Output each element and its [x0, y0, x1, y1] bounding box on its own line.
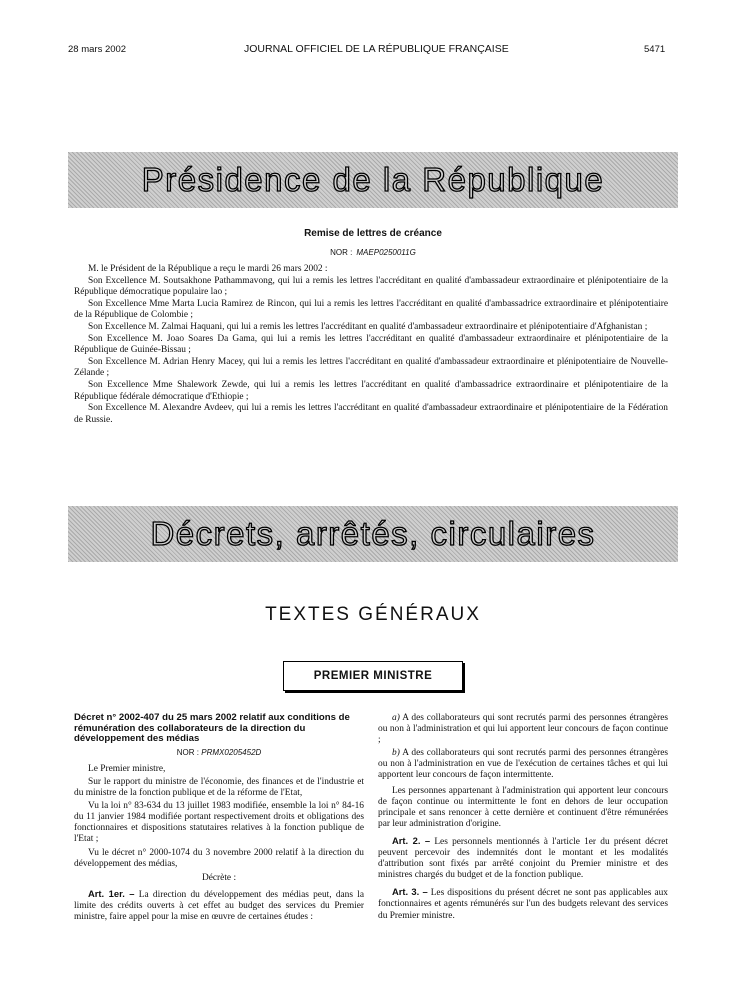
item-label: a)	[392, 713, 400, 723]
item-label: b)	[392, 748, 400, 759]
decree-article-2	[378, 835, 668, 881]
item-text: A des collaborateurs qui sont recrutés parmi des personnes étrangères ou non à l'administration et qui lui apportent leur concours de façon continue ;	[378, 713, 668, 746]
decree-opening: Le Premier ministre,	[88, 763, 166, 774]
nor-label: NOR :	[330, 248, 353, 257]
article-label: Art. 3. –	[392, 886, 428, 898]
header-date: 28 mars 2002	[68, 44, 127, 55]
decree-left-column	[74, 713, 364, 925]
list-item: Son Excellence M. Soutsakhone Pathammavong, qui lui a remis les lettres l'accréditant en qualité d'ambassadeur extraordinaire et plénipotentiaire de la République démocratique populaire lao ;	[74, 275, 668, 298]
decree-paragraph: Les personnes appartenant à l'administration qui apportent leur concours de façon continue ou intermittente le font en dehors de leur occupation principale et sans renoncer à cette dernière et continuent d'être rémunérées par leur administration d'origine.	[378, 785, 668, 829]
banner-presidence-text: Présidence de la République	[141, 161, 605, 198]
article-text: Les personnels mentionnés à l'article 1er du présent décret peuvent percevoir des indemnités dont le montant et les modalités d'attribution sont fixés par arrêté conjoint du Premier ministre et des ministres chargés du budget et de la fonction publique.	[378, 836, 669, 881]
article-text: La direction du développement des médias peut, dans la limite des crédits ouverts à cet effet au budget des services du Premier ministre, faire appel pour la mise en œuvre de certaines études :	[74, 889, 365, 922]
section-body	[74, 264, 668, 426]
decree-article-3	[378, 886, 668, 921]
decree-decrete: Décrète :	[201, 872, 237, 883]
section-nor	[68, 242, 678, 260]
header-page-number: 5471	[644, 44, 666, 55]
decree-item-b	[378, 748, 668, 781]
ministry-box: PREMIER MINISTRE	[283, 661, 463, 691]
nor-label: NOR :	[176, 747, 199, 757]
article-text: Les dispositions du présent décret ne sont pas applicables aux fonctionnaires et agents rémunérés sur l'un des budgets relevant des services du Premier ministre.	[378, 888, 668, 921]
textes-generaux-heading: TEXTES GÉNÉRAUX	[265, 604, 481, 625]
decree-paragraph: Vu la loi n° 83-634 du 13 juillet 1983 modifiée, ensemble la loi n° 84-16 du 11 janvier 1984 modifiée portant respectivement droits et obligations des fonctionnaires et dispositions statutaires relatives à la fonction publique de l'Etat ;	[74, 801, 364, 845]
section-title: Remise de lettres de créance	[304, 228, 442, 239]
article-label: Art. 2. –	[392, 834, 431, 846]
decree-title: Décret n° 2002-407 du 25 mars 2002 relatif aux conditions de rémunération des collaborateurs de la direction du développement des médias	[74, 712, 350, 745]
list-item: Son Excellence M. Adrian Henry Macey, qui lui a remis les lettres l'accréditant en qualité d'ambassadeur extraordinaire et plénipotentiaire de Nouvelle-Zélande ;	[74, 356, 668, 379]
nor-value: PRMX0205452D	[201, 747, 262, 757]
decree-paragraph: Sur le rapport du ministre de l'économie, des finances et de l'industrie et du ministre de la fonction publique et de la réforme de l'Etat,	[74, 776, 364, 799]
list-item: Son Excellence Mme Marta Lucia Ramirez de Rincon, qui lui a remis les lettres l'accréditant en qualité d'ambassadrice extraordinaire et plénipotentiaire de la République de Colombie ;	[74, 298, 668, 321]
list-item: Son Excellence M. Alexandre Avdeev, qui lui a remis les lettres l'accréditant en qualité d'ambassadeur extraordinaire et plénipotentiaire de la Fédération de Russie.	[74, 403, 668, 425]
article-label: Art. 1er. –	[88, 887, 135, 899]
decree-item-a	[378, 713, 668, 746]
list-item: Son Excellence M. Zalmai Haquani, qui lui a remis les lettres l'accréditant en qualité d'ambassadeur extraordinaire et plénipotentiaire d'Afghanistan ;	[88, 321, 648, 332]
banner-presidence	[68, 152, 678, 208]
list-item: Son Excellence Mme Shalework Zewde, qui lui a remis les lettres l'accréditant en qualité d'ambassadrice extraordinaire et plénipotentiaire de la République fédérale démocratique d'Ethiopie ;	[74, 379, 668, 402]
decree-article-1	[74, 888, 364, 923]
list-item: Son Excellence M. Joao Soares Da Gama, qui lui a remis les lettres l'accréditant en qualité d'ambassadeur extraordinaire et plénipotentiaire de la République de Guinée-Bissau ;	[74, 333, 668, 356]
item-text: A des collaborateurs qui sont recrutés parmi des personnes étrangères ou non à l'administration en vue de l'exécution de certaines tâches et qui lui apportent leur concours de façon intermittente.	[378, 748, 668, 781]
banner-decrets	[68, 506, 678, 562]
decree-nor	[74, 747, 364, 759]
decree-paragraph: Vu le décret n° 2000-1074 du 3 novembre 2000 relatif à la direction du développement des médias,	[74, 847, 364, 869]
section-intro: M. le Président de la République a reçu le mardi 26 mars 2002 :	[88, 264, 328, 274]
banner-decrets-text: Décrets, arrêtés, circulaires	[150, 515, 596, 552]
decree-right-column	[378, 713, 668, 924]
nor-value: MAEP0250011G	[356, 248, 416, 257]
header-journal-title: JOURNAL OFFICIEL DE LA RÉPUBLIQUE FRANÇAISE	[244, 43, 509, 55]
